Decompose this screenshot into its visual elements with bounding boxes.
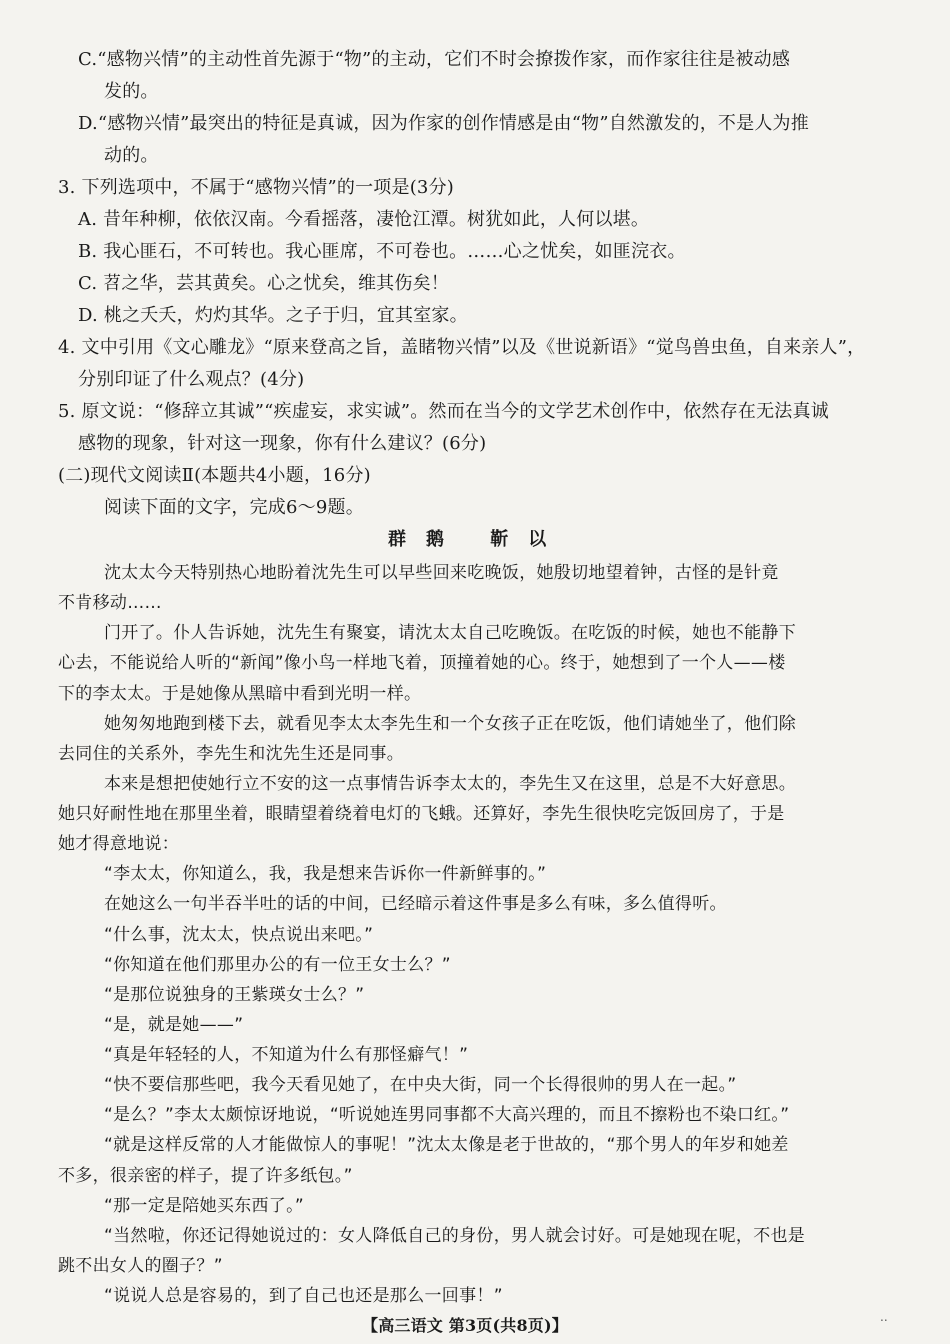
option-c-line-1: C.“感物兴情”的主动性首先源于“物”的主动，它们不时会撩拨作家，而作家往往是被动感 xyxy=(78,49,791,70)
q4-line-2: 分别印证了什么观点？(4分) xyxy=(78,369,305,390)
q5-line-2: 感物的现象，针对这一现象，你有什么建议？(6分) xyxy=(78,433,487,454)
q3-stem: 3. 下列选项中，不属于“感物兴情”的一项是(3分) xyxy=(58,177,454,198)
story-line: 沈太太今天特别热心地盼着沈先生可以早些回来吃晚饭，她殷切地望着钟，古怪的是针竟 xyxy=(104,563,779,583)
story-line: 跳不出女人的圈子？” xyxy=(58,1256,223,1276)
q3-option-c: C. 苕之华，芸其黄矣。心之忧矣，维其伤矣！ xyxy=(78,273,449,294)
story-line: “你知道在他们那里办公的有一位王女士么？” xyxy=(104,955,451,975)
option-d-line-1: D.“感物兴情”最突出的特征是真诚，因为作家的创作情感是由“物”自然激发的，不是人为推 xyxy=(78,113,809,134)
q3-option-a: A. 昔年种柳，依依汉南。今看摇落，凄怆江潭。树犹如此，人何以堪。 xyxy=(78,209,650,230)
scan-mark: .. xyxy=(880,1310,888,1324)
story-line: 她匆匆地跑到楼下去，就看见李太太李先生和一个女孩子正在吃饭，他们请她坐了，他们除 xyxy=(104,714,796,734)
story-line: 她只好耐性地在那里坐着，眼睛望着绕着电灯的飞蛾。还算好，李先生很快吃完饭回房了，于是 xyxy=(58,804,785,824)
page-footer: 【高三语文 第3页(共8页)】 xyxy=(362,1316,568,1335)
story-line: “说说人总是容易的，到了自己也还是那么一回事！” xyxy=(104,1286,503,1306)
story-line: “是，就是她——” xyxy=(104,1015,244,1035)
section2-heading: (二)现代文阅读Ⅱ(本题共4小题，16分) xyxy=(58,465,371,486)
q5-line-1: 5. 原文说：“修辞立其诚”“疾虚妄，求实诚”。然而在当今的文学艺术创作中，依然存在无法真诚 xyxy=(58,401,829,422)
story-line: 本来是想把使她行立不安的这一点事情告诉李太太的，李先生又在这里，总是不大好意思。 xyxy=(104,774,796,794)
story-line: 不肯移动…… xyxy=(58,593,162,613)
option-c-line-2: 发的。 xyxy=(104,81,159,102)
story-line: 心去，不能说给人听的“新闻”像小鸟一样地飞着，顶撞着她的心。终于，她想到了一个人——楼 xyxy=(58,653,786,673)
q3-option-b: B. 我心匪石，不可转也。我心匪席，不可卷也。……心之忧矣，如匪浣衣。 xyxy=(78,241,686,262)
story-line: 她才得意地说： xyxy=(58,834,180,854)
story-line: “真是年轻轻的人，不知道为什么有那怪癖气！” xyxy=(104,1045,469,1065)
story-line: 门开了。仆人告诉她，沈先生有聚宴，请沈太太自己吃晚饭。在吃饭的时候，她也不能静下 xyxy=(104,623,796,643)
option-d-line-2: 动的。 xyxy=(104,145,159,166)
story-line: 去同住的关系外，李先生和沈先生还是同事。 xyxy=(58,744,404,764)
story-line: “是么？”李太太颇惊讶地说，“听说她连男同事都不大高兴理的，而且不擦粉也不染口红。” xyxy=(104,1105,790,1125)
story-line: “当然啦，你还记得她说过的：女人降低自己的身份，男人就会讨好。可是她现在呢，不也是 xyxy=(104,1226,806,1246)
section2-instruction: 阅读下面的文字，完成6～9题。 xyxy=(104,497,364,518)
story-line: “就是这样反常的人才能做惊人的事呢！”沈太太像是老于世故的，“那个男人的年岁和她差 xyxy=(104,1135,789,1155)
story-line: “那一定是陪她买东西了。” xyxy=(104,1196,305,1216)
story-line: 不多，很亲密的样子，提了许多纸包。” xyxy=(58,1166,353,1186)
story-line: “是那位说独身的王紫瑛女士么？” xyxy=(104,985,365,1005)
story-line: “李太太，你知道么，我，我是想来告诉你一件新鲜事的。” xyxy=(104,864,547,884)
q4-line-1: 4. 文中引用《文心雕龙》“原来登高之旨，盖睹物兴情”以及《世说新语》“觉鸟兽虫鱼，自来亲人”， xyxy=(58,337,866,358)
story-line: 下的李太太。于是她像从黑暗中看到光明一样。 xyxy=(58,684,422,704)
q3-option-d: D. 桃之夭夭，灼灼其华。之子于归，宜其室家。 xyxy=(78,305,468,326)
story-line: “快不要信那些吧，我今天看见她了，在中央大街，同一个长得很帅的男人在一起。” xyxy=(104,1075,737,1095)
story-line: 在她这么一句半吞半吐的话的中间，已经暗示着这件事是多么有味，多么值得听。 xyxy=(104,894,727,914)
story-title: 群鹅 靳以 xyxy=(388,529,567,550)
story-line: “什么事，沈太太，快点说出来吧。” xyxy=(104,925,374,945)
